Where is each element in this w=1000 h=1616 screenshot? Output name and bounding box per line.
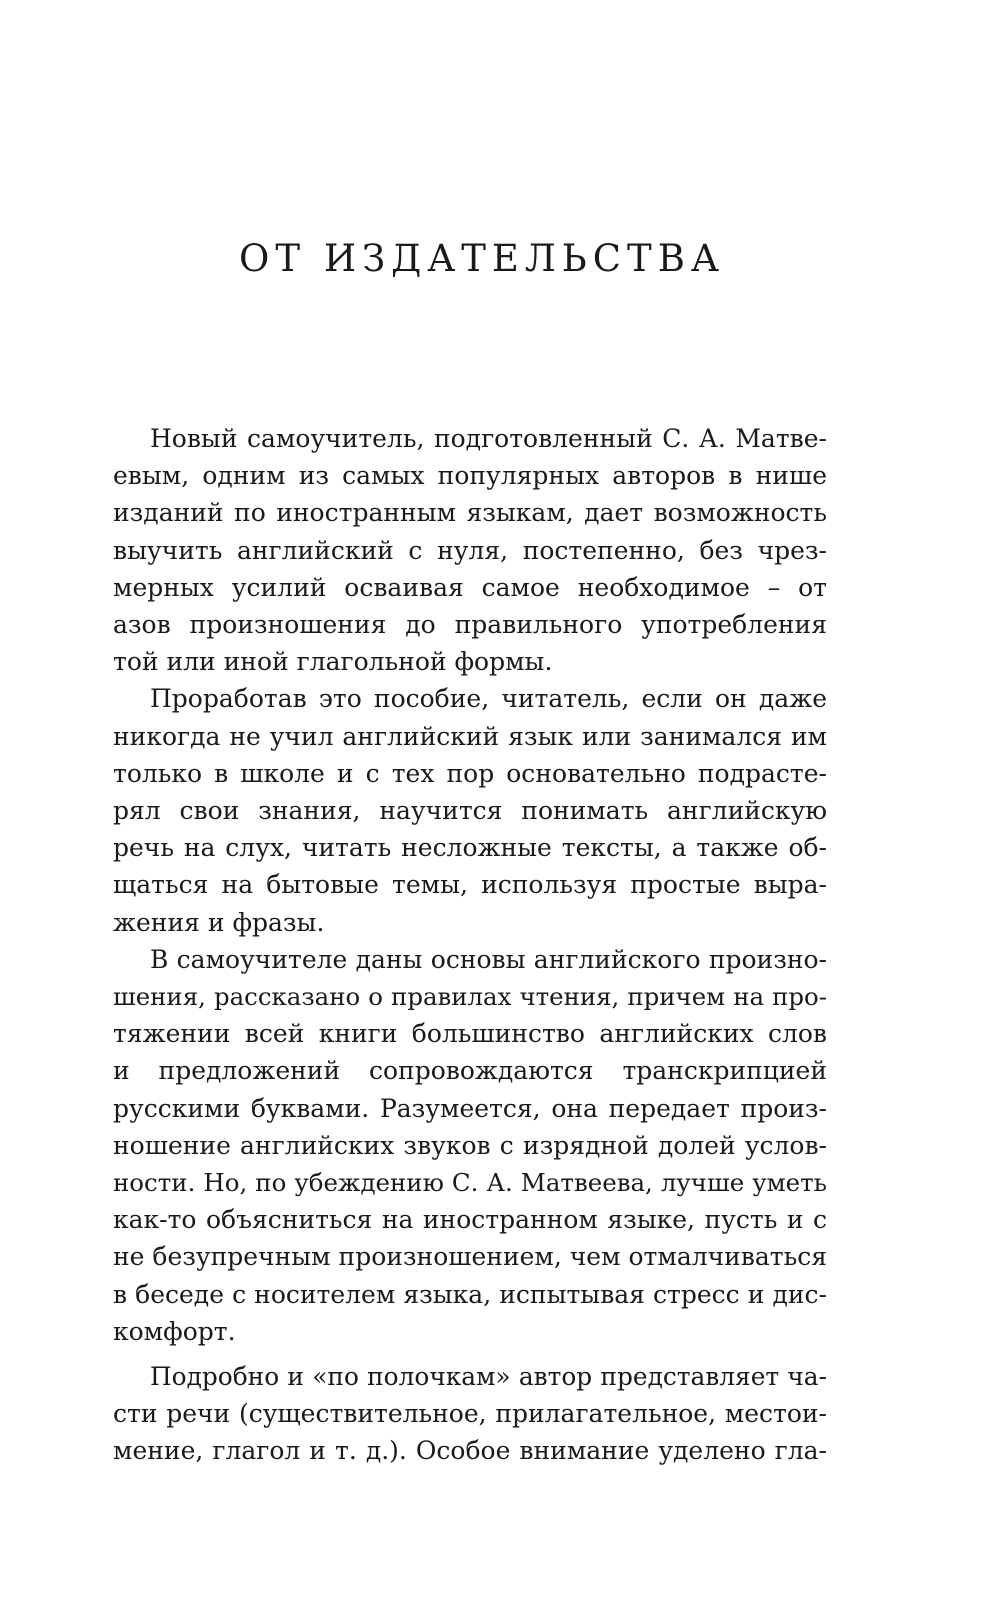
text-line: мение, глагол и т. д.). Особое внимание уделено гла- [113, 1436, 827, 1466]
paragraph-3 [113, 941, 827, 1350]
text-line: евым, одним из самых популярных авторов в нише [113, 461, 827, 491]
body-text [113, 420, 827, 1470]
text-line: Новый самоучитель, подготовленный С. А. Матве- [150, 424, 827, 453]
text-line: изданий по иностранным языкам, дает возможность [113, 498, 827, 528]
text-line: комфорт. [113, 1316, 236, 1346]
text-line: ношение английских звуков с изрядной долей услов- [113, 1130, 827, 1160]
text-line: тяжении всей книги большинство английских слов [113, 1019, 827, 1049]
paragraph-4 [113, 1358, 827, 1470]
section-heading: ОТ ИЗДАТЕЛЬСТВА [239, 237, 725, 280]
text-line: мерных усилий осваивая самое необходимое – от [113, 572, 827, 602]
text-line: только в школе и с тех пор основательно подрасте- [113, 758, 827, 788]
text-line: В самоучителе даны основы английского произно- [150, 944, 827, 974]
text-line: как-то объясниться на иностранном языке, пусть и с [113, 1205, 827, 1235]
text-line: щаться на бытовые темы, используя простые выра- [113, 870, 827, 900]
text-line: в беседе с носителем языка, испытывая стресс и дис- [113, 1279, 827, 1309]
text-line: русскими буквами. Разумеется, она передает произ- [113, 1093, 827, 1123]
text-line: Подробно и «по полочкам» автор представляет ча- [150, 1362, 827, 1392]
text-line: и предложений сопровождаются транскрипцией [113, 1056, 827, 1086]
text-line: никогда не учил английский язык или занимался им [113, 721, 827, 751]
text-line: шения, рассказано о правилах чтения, причем на про- [113, 982, 827, 1012]
text-line: рял свои знания, научится понимать английскую [113, 796, 827, 826]
text-line: сти речи (существительное, прилагательное, местои- [113, 1399, 827, 1429]
text-line: ности. Но, по убеждению С. А. Матвеева, лучше уметь [113, 1168, 827, 1198]
paragraph-2 [113, 680, 827, 940]
text-line: азов произношения до правильного употребления [113, 610, 827, 640]
text-line: не безупречным произношением, чем отмалчиваться [113, 1242, 827, 1272]
paragraph-1 [113, 420, 827, 680]
text-line: речь на слух, читать несложные тексты, а также об- [113, 833, 827, 863]
text-line: жения и фразы. [113, 907, 325, 937]
text-line: Проработав это пособие, читатель, если он даже [150, 684, 827, 714]
text-line: выучить английский с нуля, постепенно, без чрез- [113, 535, 827, 565]
text-line: той или иной глагольной формы. [113, 647, 553, 677]
